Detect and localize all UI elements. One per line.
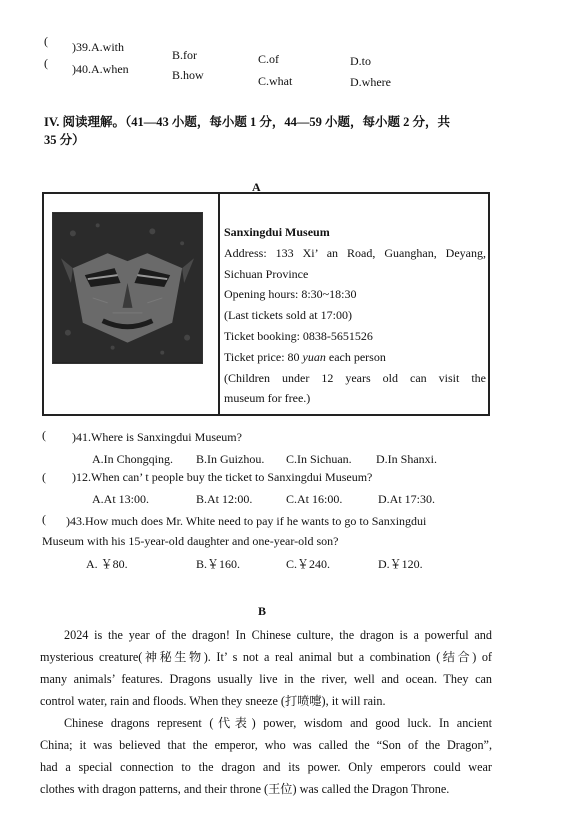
q43-stem-line2: Museum with his 15-year-old daughter and one-year-old son? (42, 534, 339, 548)
ticket-booking: Ticket booking: 0838-5651526 (224, 328, 373, 343)
passage-b-paragraph-2 (40, 712, 492, 800)
museum-address-line1: Address: 133 Xi’ an Road, Guanghan, Deyang, (224, 245, 486, 260)
q43-option-b: B.￥160. (196, 557, 241, 571)
box-divider (218, 194, 220, 414)
museum-info-box (42, 192, 490, 416)
museum-title: Sanxingdui Museum (224, 225, 330, 239)
q39-paren: ( (44, 34, 48, 48)
children-note-line1: (Children under 12 years old can visit the (224, 370, 486, 385)
paragraph-line: many animals’ features. Dragons usually live in the river, well and ocean. They can (40, 672, 492, 686)
q41-option-a: A.In Chongqing. (92, 452, 173, 466)
ticket-price-pre: Ticket price: 80 (224, 349, 303, 364)
q39-option-b: B.for (172, 48, 197, 62)
q43-option-d: D.￥120. (378, 557, 423, 571)
q39-option-c: C.of (258, 52, 279, 66)
q40-paren: ( (44, 56, 48, 70)
children-note-line2: museum for free.) (224, 391, 311, 406)
q40-option-d: D.where (350, 75, 391, 89)
q39-option-d: D.to (350, 54, 371, 68)
q42-option-b: B.At 12:00. (196, 492, 253, 506)
q43-stem-line1: )43.How much does Mr. White need to pay if he wants to go to Sanxingdui (66, 514, 427, 528)
opening-hours: Opening hours: 8:30~18:30 (224, 287, 357, 302)
bronze-mask-photo (52, 212, 203, 364)
bronze-mask-icon (53, 213, 202, 363)
paragraph-line: control water, rain and floods. When they sneeze (打喷嚏), it will rain. (40, 694, 386, 708)
museum-info-text (224, 222, 486, 409)
last-tickets: (Last tickets sold at 17:00) (224, 308, 352, 323)
q41-option-c: C.In Sichuan. (286, 452, 352, 466)
section-heading-line2: 35 分） (44, 133, 85, 147)
paragraph-line: mysterious creature(神秘生物). It’ s not a real animal but a combination (结合) of (40, 650, 492, 664)
passage-a-label: A (252, 180, 261, 194)
q40-stem: )40.A.when (72, 62, 129, 76)
q41-stem: )41.Where is Sanxingdui Museum? (72, 430, 242, 444)
q42-option-c: C.At 16:00. (286, 492, 343, 506)
q41-option-b: B.In Guizhou. (196, 452, 265, 466)
q42-stem: )12.When can’ t people buy the ticket to Sanxingdui Museum? (72, 470, 373, 484)
passage-b-label: B (258, 604, 267, 618)
q40-option-b: B.how (172, 68, 204, 82)
q40-option-c: C.what (258, 74, 293, 88)
paragraph-line: Chinese dragons represent (代表) power, wisdom and good luck. In ancient (64, 716, 492, 730)
passage-b-paragraph-1 (40, 624, 492, 712)
q42-option-d: D.At 17:30. (378, 492, 435, 506)
q39-stem: )39.A.with (72, 40, 124, 54)
q41-option-d: D.In Shanxi. (376, 452, 437, 466)
q43-option-c: C.￥240. (286, 557, 331, 571)
ticket-price-unit: yuan (302, 349, 326, 364)
paragraph-line: China; it was believed that the emperor, who was called the “Son of the Dragon”, (40, 738, 492, 752)
museum-address-line2: Sichuan Province (224, 266, 309, 281)
ticket-price (224, 347, 486, 368)
q43-paren: ( (42, 512, 46, 526)
ticket-price-post: each person (325, 349, 386, 364)
q42-paren: ( (42, 470, 46, 484)
q42-option-a: A.At 13:00. (92, 492, 149, 506)
paragraph-line: clothes with dragon patterns, and their throne (王位) was called the Dragon Throne. (40, 782, 450, 796)
section-heading-line1: IV. 阅读理解。（41—43 小题，每小题 1 分，44—59 小题，每小题 2 分，共 (44, 115, 451, 129)
q43-option-a: A. ￥80. (86, 557, 128, 571)
paragraph-line: 2024 is the year of the dragon! In Chinese culture, the dragon is a powerful and (64, 628, 492, 642)
paragraph-line: had a special connection to the dragon and its power. Only emperors could wear (40, 760, 492, 774)
q41-paren: ( (42, 428, 46, 442)
